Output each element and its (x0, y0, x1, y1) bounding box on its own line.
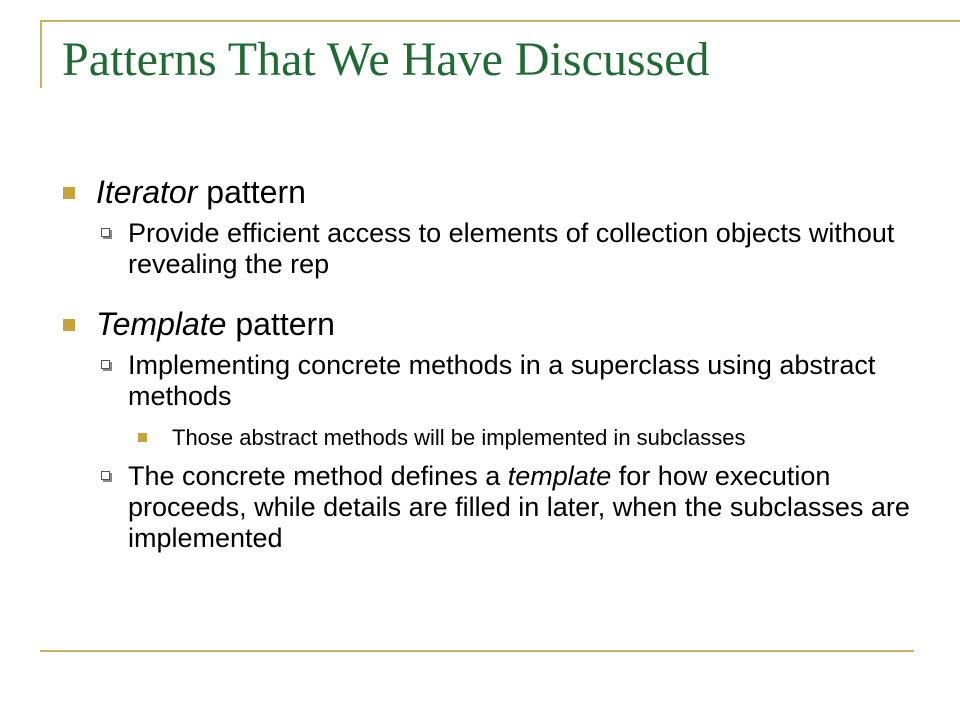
slide-title: Patterns That We Have Discussed (62, 33, 710, 86)
sub-bullet-template-concrete (60, 461, 920, 554)
hollow-square-bullet-icon (101, 228, 110, 237)
sub-sub-bullet-abstract (60, 424, 920, 451)
sub-bullet-text-after: for how execution proceeds, while details are filled in later, when the subclasses are implemented (128, 461, 910, 553)
sub-bullet-iterator-desc (60, 218, 920, 280)
square-bullet-icon (63, 319, 75, 331)
slide-body (60, 172, 920, 566)
hollow-square-bullet-icon (101, 471, 110, 480)
sub-bullet-text: Provide efficient access to elements of collection objects without revealing the rep (128, 218, 895, 279)
bullet-lead-italic: Iterator (96, 174, 198, 210)
square-bullet-icon (138, 433, 147, 442)
bullet-iterator (60, 172, 920, 212)
sub-bullet-text-italic: template (507, 461, 612, 491)
square-bullet-icon (63, 187, 75, 199)
frame-left-line (40, 20, 42, 88)
frame-bottom-line (40, 650, 914, 652)
bullet-lead-text: pattern (197, 174, 306, 210)
bullet-lead-italic: Template (96, 306, 227, 342)
sub-bullet-text: Implementing concrete methods in a superclass using abstract methods (128, 350, 876, 411)
sub-bullet-text-before: The concrete method defines a (128, 461, 508, 491)
sub-sub-bullet-text: Those abstract methods will be implemented in subclasses (172, 425, 746, 450)
sub-bullet-template-impl (60, 350, 920, 412)
bullet-lead-text: pattern (226, 306, 335, 342)
hollow-square-bullet-icon (101, 360, 110, 369)
frame-top-line (40, 20, 960, 22)
bullet-template (60, 304, 920, 344)
